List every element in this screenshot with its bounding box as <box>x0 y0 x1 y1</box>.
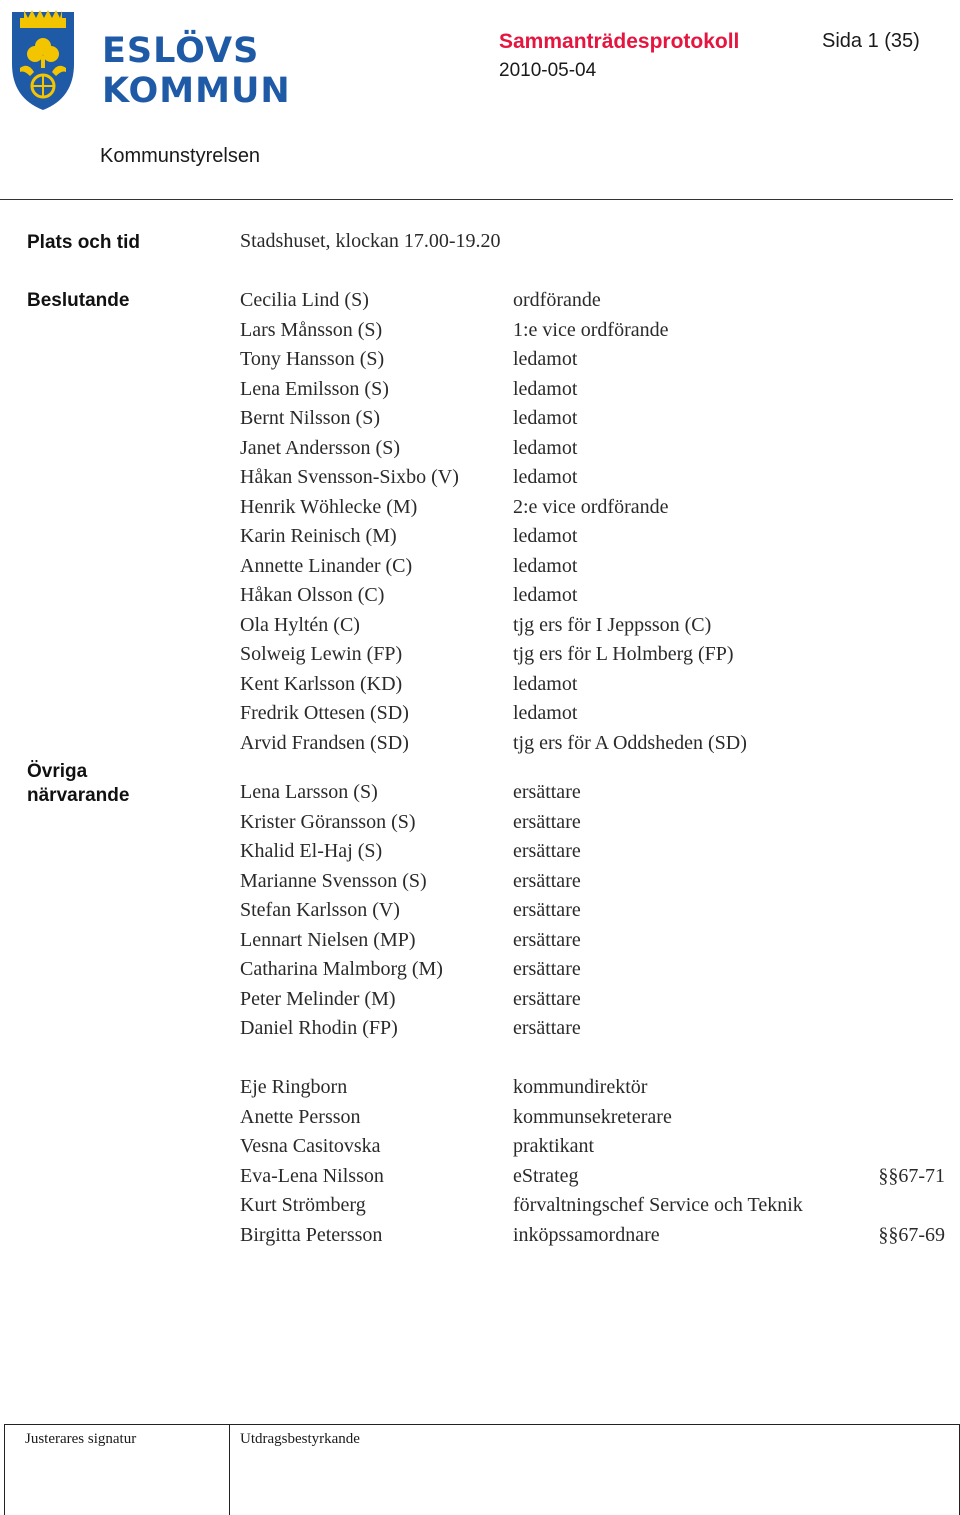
list-item <box>0 496 960 525</box>
person-role: ersättare <box>513 840 581 862</box>
person-role: tjg ers för A Oddsheden (SD) <box>513 731 747 754</box>
person-role: 1:e vice ordförande <box>513 318 669 341</box>
person-name: Håkan Olsson (C) <box>240 584 385 606</box>
person-role: ersättare <box>513 928 581 951</box>
list-item <box>0 929 960 958</box>
person-role: ledamot <box>513 525 578 547</box>
person-role: inköpssamordnare <box>513 1223 660 1246</box>
list-item <box>0 673 960 702</box>
list-item <box>0 811 960 840</box>
person-name: Birgitta Petersson <box>240 1223 383 1246</box>
list-item <box>0 319 960 348</box>
list-item <box>0 289 960 318</box>
person-name: Henrik Wöhlecke (M) <box>240 495 418 518</box>
list-item <box>0 378 960 407</box>
list-item <box>0 1224 960 1253</box>
label-place-time: Plats och tid <box>27 232 140 253</box>
person-role: förvaltningschef Service och Teknik <box>513 1194 803 1216</box>
list-item <box>0 840 960 869</box>
person-name: Arvid Frandsen (SD) <box>240 731 409 754</box>
person-name: Fredrik Ottesen (SD) <box>240 702 409 724</box>
list-item <box>0 525 960 554</box>
signature-label: Justerares signatur <box>25 1431 137 1447</box>
person-name: Tony Hansson (S) <box>240 348 385 370</box>
list-item <box>0 466 960 495</box>
person-role: 2:e vice ordförande <box>513 495 669 518</box>
list-item <box>0 1135 960 1164</box>
person-role: praktikant <box>513 1135 595 1157</box>
person-name: Janet Andersson (S) <box>240 436 400 459</box>
person-name: Karin Reinisch (M) <box>240 525 397 547</box>
list-item <box>0 870 960 899</box>
list-item <box>0 643 960 672</box>
paragraph-reference: §§67-71 <box>878 1164 945 1187</box>
person-name: Eva-Lena Nilsson <box>240 1164 384 1187</box>
list-item <box>0 958 960 987</box>
paragraph-reference: §§67-69 <box>878 1223 945 1246</box>
person-name: Khalid El-Haj (S) <box>240 840 383 862</box>
header-divider <box>0 199 953 200</box>
person-role: ledamot <box>513 584 578 606</box>
list-item <box>0 1106 960 1135</box>
municipality-logo <box>8 6 291 112</box>
person-role: ledamot <box>513 436 578 459</box>
person-name: Peter Melinder (M) <box>240 987 396 1010</box>
person-role: ledamot <box>513 672 578 695</box>
person-name: Krister Göransson (S) <box>240 810 416 833</box>
person-role: ledamot <box>513 466 578 488</box>
person-name: Cecilia Lind (S) <box>240 289 369 311</box>
person-role: ersättare <box>513 810 581 833</box>
logo-text-kommun: KOMMUN <box>102 71 291 111</box>
crest-icon <box>8 6 78 112</box>
label-others-line2: närvarande <box>27 785 130 806</box>
person-role: ordförande <box>513 289 601 311</box>
person-role: ersättare <box>513 899 581 921</box>
person-name: Ola Hyltén (C) <box>240 613 360 636</box>
list-item <box>0 732 960 761</box>
person-role: ersättare <box>513 1017 581 1039</box>
footer-divider <box>229 1425 230 1515</box>
list-item <box>0 1017 960 1046</box>
person-name: Stefan Karlsson (V) <box>240 899 400 921</box>
list-item <box>0 781 960 810</box>
person-role: ledamot <box>513 407 578 429</box>
person-role: ledamot <box>513 554 578 577</box>
person-role: kommundirektör <box>513 1076 648 1098</box>
committee-name: Kommunstyrelsen <box>100 145 261 167</box>
list-item <box>0 899 960 928</box>
list-item <box>0 348 960 377</box>
person-role: ersättare <box>513 781 581 803</box>
person-role: ledamot <box>513 702 578 724</box>
person-role: ersättare <box>513 987 581 1010</box>
person-name: Håkan Svensson-Sixbo (V) <box>240 466 459 488</box>
list-item <box>0 584 960 613</box>
person-name: Anette Persson <box>240 1105 361 1128</box>
list-item <box>0 988 960 1017</box>
list-item <box>0 407 960 436</box>
person-role: kommunsekreterare <box>513 1105 672 1128</box>
person-name: Catharina Malmborg (M) <box>240 958 443 980</box>
list-item <box>0 555 960 584</box>
person-name: Annette Linander (C) <box>240 554 413 577</box>
person-name: Kent Karlsson (KD) <box>240 672 403 695</box>
label-others-line1: Övriga <box>27 761 88 782</box>
logo-text-eslovs: ESLÖVS <box>102 31 260 71</box>
footer-signature-box <box>4 1424 960 1515</box>
person-role: tjg ers för L Holmberg (FP) <box>513 643 734 665</box>
list-item <box>0 1194 960 1223</box>
person-name: Daniel Rhodin (FP) <box>240 1017 398 1039</box>
list-item <box>0 614 960 643</box>
label-decision-makers: Beslutande <box>27 290 130 311</box>
person-name: Vesna Casitovska <box>240 1135 381 1157</box>
list-item <box>0 702 960 731</box>
person-name: Bernt Nilsson (S) <box>240 407 380 429</box>
person-role: ledamot <box>513 377 578 400</box>
person-role: ersättare <box>513 958 581 980</box>
page-number: Sida 1 (35) <box>822 30 920 52</box>
meeting-date: 2010-05-04 <box>499 60 597 81</box>
person-name: Kurt Strömberg <box>240 1194 366 1216</box>
person-role: ersättare <box>513 869 581 892</box>
person-role: eStrateg <box>513 1164 579 1187</box>
person-name: Solweig Lewin (FP) <box>240 643 403 665</box>
list-item <box>0 437 960 466</box>
list-item <box>0 1076 960 1105</box>
person-name: Lars Månsson (S) <box>240 318 383 341</box>
document-title: Sammanträdesprotokoll <box>499 30 740 53</box>
person-role: tjg ers för I Jeppsson (C) <box>513 613 712 636</box>
extract-label: Utdragsbestyrkande <box>240 1431 360 1447</box>
person-name: Eje Ringborn <box>240 1076 348 1098</box>
person-name: Lena Emilsson (S) <box>240 377 389 400</box>
person-name: Lena Larsson (S) <box>240 781 378 803</box>
person-name: Lennart Nielsen (MP) <box>240 928 416 951</box>
place-time-value: Stadshuset, klockan 17.00-19.20 <box>240 230 501 252</box>
person-role: ledamot <box>513 348 578 370</box>
person-name: Marianne Svensson (S) <box>240 869 427 892</box>
list-item <box>0 1165 960 1194</box>
